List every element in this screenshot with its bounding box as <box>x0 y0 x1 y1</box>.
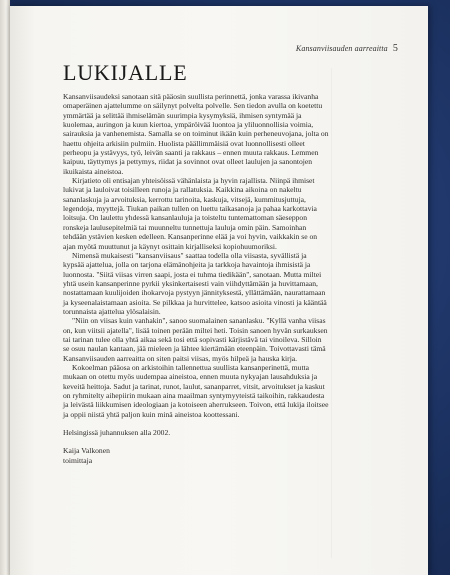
chapter-title: LUKIJALLE <box>63 60 188 85</box>
author-role: toimittaja <box>63 455 93 465</box>
paragraph-5: Kokoelman pääosa on arkistoihin tallennettua suullista kansanperinettä, mutta mukaan on otettu myös uudempaa aineistoa, ennen muuta nykyajan lausahduksia ja keveitä heittoja. Sadut ja tarinat, runot, laulut, sananparret, vitsit, arvoitukset ja kaskut on ryhmitelty aihepiirin mukaan aina maailman syntymyyteistä taikoihin, rakkaudesta ja leivästä liikkumisen ideologiaan ja kotoiseen aherrukseen. Toivon, että lukija iloitsee ja oppii niistä yhtä paljon kuin minä aineistoa koottessani. <box>63 362 329 419</box>
paragraph-4: "Niin on viisas kuin vanhakin", sanoo suomalainen sananlasku. "Kyllä vanha viisas on, kun viitsii ajatella", lisää toinen perään miltei heti. Toisin sanoen hyvän surkauksen tai tarinan tulee olla yhtä aikaa sekä tosi että sopivasti kärjistävä tai vinoileva. Silloin se osuu naulan kantaan, jää mieleen ja lähtee kiertämään eteenpäin. Toivottavasti tämä Kansanviisauden aarreaitta on siten paitsi viisas, myös hilpeä ja hauska kirja. <box>63 316 328 363</box>
running-header <box>296 43 398 54</box>
paragraph-3: Nimensä mukaisesti "kansanviisaus" saattaa todella olla viisasta, syvällistä ja kypsää ajattelua, jolla on tarjona elämänohjeita ja tarkkoja havaintoja ihmisistä ja luonnosta. "Siitä viisas virren saapi, josta ei tuhma tiedikään", sanotaan. Mutta miltei yhtä usein kansanperinne pyrkii yksinkertaisesti vain viihdyttämään ja huvittamaan, nostattamaan kuulijoiden ihokarvoja pystyyn jännityksestä, yllättämään, naurattamaan ja kyseenalaistamaan asioita. Se pilkkaa ja hurvittelee, katsoo asioita vinosti ja kääntää torunnaista ajattelua ylösalaisin. <box>63 250 327 316</box>
paragraph-1: Kansanviisaudeksi sanotaan sitä pääosin suullista perinnettä, jonka varassa ikivanha omaperäinen ajattelumme on säilynyt polvelta polvelle. Sen tiedon avulla on koetettu ymmärtää ja selittää ihmiselämän suurimpia kysymyksiä, ihmisen syntymää ja kuolemaa, auringon ja kuun kiertoa, ympäröivää luontoa ja yliluonnollisia voimia, sairauksia ja vanhenemista. Samalla se on toiminut ikään kuin perheneuvojana, jolta on haettu ohjeita arkisiin pulmiin. Huolista päällimmäisiä ovat luonnollisesti olleet perheopu ja ystävyys, työ, leivän saanti ja rakkaus – ennen muuta rakkaus. Lemmen kaipuu, täyttymys ja pettymys, riidat ja sovinnot ovat olleet laulujen ja sanontojen ikuikaista aineistoa. <box>63 92 329 176</box>
running-title: Kansanviisauden aarreaitta <box>295 44 388 53</box>
book-page-edge <box>0 0 10 575</box>
paragraph-2: Kirjatieto oli entisajan yhteisöissä vähänlaista ja hyvin rajallista. Niinpä ihmiset lukivat ja lauloivat toisilleen runoja ja rallatuksia. Kaikkina aikoina on nakeltu sananlaskuja ja arvoituksia, kerrottu tarinoita, kaskuja, vitsejä, kummitusjuttuja, legendoja, myyttejä. Tiukan paikan tullen on luettu taikasanoja ja pahaa karkottavia loitsuja. On laulettu yhdessä kansanlauluja ja toisteltu tuntemattoman säeseppon ronskeja laulusepitelmiä tai muunneltu tunnettuja lauluja omin päin. Samoinhan tehdään ystävien kesken edelleen. Kansanperinne elää ja voi hyvin, vaikkakin se on ajan myötä muuttunut ja käynyt osittain kirjalliseksi kopiohuumoriksi. <box>63 176 318 251</box>
book-page <box>10 6 428 575</box>
page-number: 5 <box>392 43 398 54</box>
body-text <box>63 92 329 465</box>
closing-line: Helsingissä juhannuksen alla 2002. <box>63 428 171 438</box>
page-shading <box>331 68 332 558</box>
author-name: Kaija Valkonen <box>63 446 110 456</box>
signature-block <box>63 446 329 465</box>
